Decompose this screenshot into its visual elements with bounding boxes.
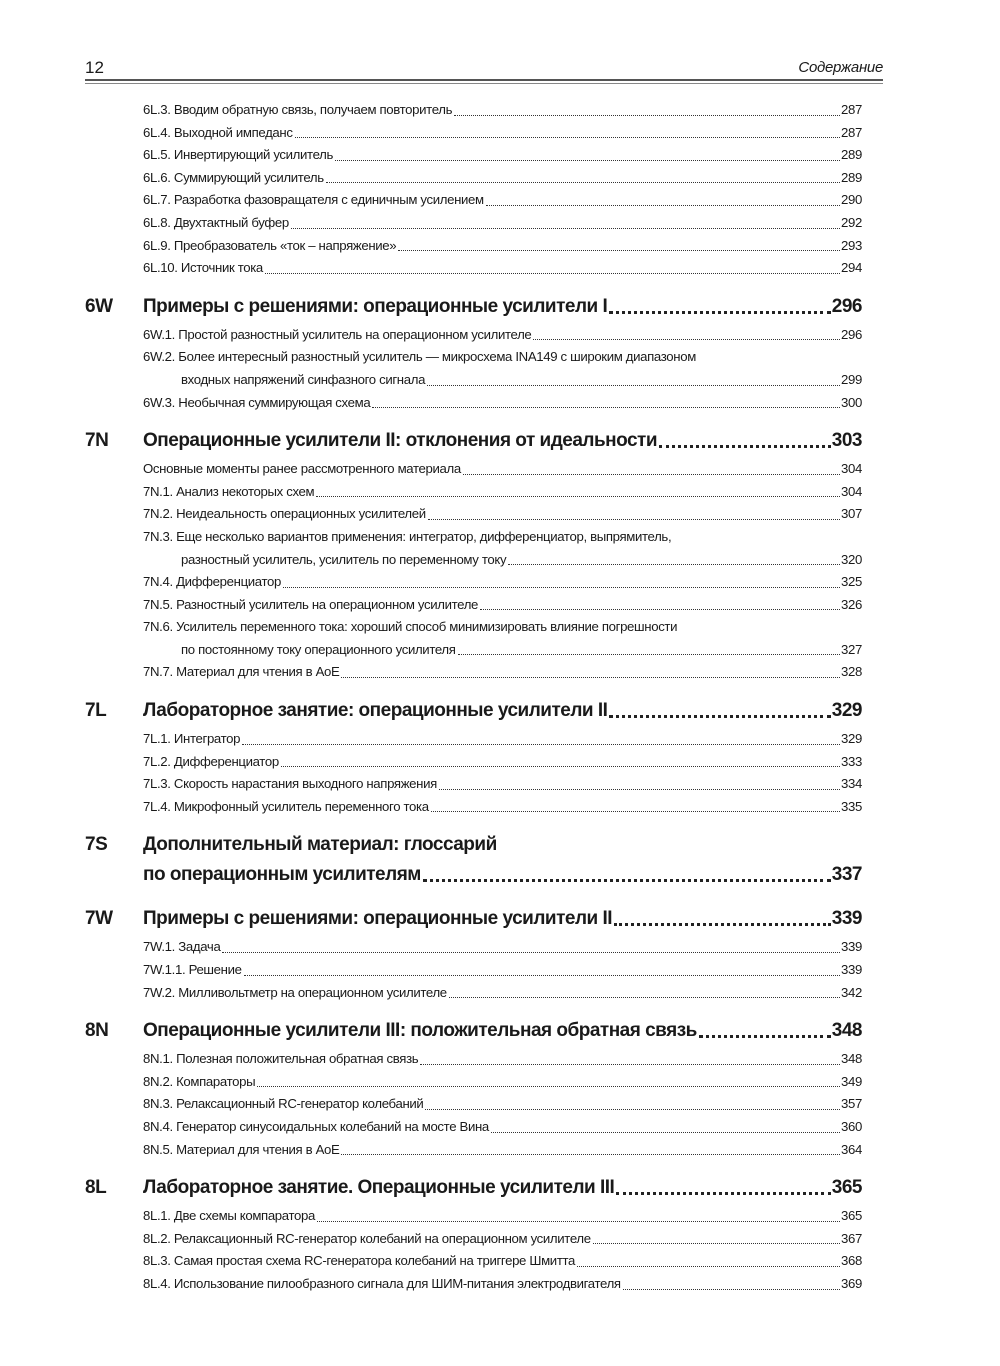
toc-entry[interactable] <box>143 571 862 594</box>
entry-title: 6L.3. Вводим обратную связь, получаем повторитель <box>143 102 453 117</box>
toc-entry[interactable] <box>143 212 862 235</box>
toc-entry[interactable] <box>143 751 862 774</box>
entry-title: 8N.5. Материал для чтения в AoE <box>143 1141 340 1157</box>
chapter-page: 337 <box>831 864 862 886</box>
entry-page: 300 <box>841 394 862 410</box>
toc-entry[interactable] <box>143 257 862 280</box>
entry-title: 6L.8. Двухтактный буфер <box>143 214 289 230</box>
toc-entry[interactable] <box>143 481 862 504</box>
entry-title: 7L.4. Микрофонный усилитель переменного тока <box>143 798 429 814</box>
toc-entry[interactable] <box>143 728 862 751</box>
toc-entry[interactable] <box>143 594 862 617</box>
entry-page: 290 <box>841 192 862 208</box>
entry-page: 364 <box>841 1141 862 1157</box>
entry-page: 326 <box>841 596 862 612</box>
entry-page: 293 <box>841 237 862 253</box>
entry-page: 299 <box>841 371 862 387</box>
chapter-title: Операционные усилители III: положительная обратная связь <box>143 1020 697 1042</box>
chapter-code: 7W <box>85 908 113 930</box>
entry-title: 6W.2. Более интересный разностный усилитель — микросхема INA149 с широким диапазоном <box>143 349 696 365</box>
entry-title: 8N.1. Полезная положительная обратная связь <box>143 1051 419 1067</box>
toc-entry[interactable] <box>143 1250 862 1273</box>
dot-leader <box>428 519 840 520</box>
dot-leader <box>699 1035 831 1038</box>
dot-leader <box>244 975 840 976</box>
dot-leader <box>326 182 840 183</box>
chapter-heading[interactable] <box>85 830 862 860</box>
dot-leader <box>508 564 840 565</box>
chapter-title: Примеры с решениями: операционные усилители II <box>143 908 613 930</box>
entry-title: 8N.3. Релаксационный RC-генератор колебаний <box>143 1096 424 1112</box>
entry-title: 8L.4. Использование пилообразного сигнала для ШИМ-питания электродвигателя <box>143 1275 621 1291</box>
toc-entry[interactable] <box>143 189 862 212</box>
entry-page: 307 <box>841 506 862 522</box>
entry-page: 365 <box>841 1208 862 1224</box>
entry-page: 320 <box>841 551 862 567</box>
entry-title: 7W.1.1. Решение <box>143 962 242 978</box>
page-number: 12 <box>85 58 104 77</box>
entry-title: 6L.6. Суммирующий усилитель <box>143 169 324 185</box>
toc-entry[interactable] <box>143 661 862 684</box>
dot-leader <box>372 407 840 408</box>
dot-leader <box>242 744 840 745</box>
chapter-page: 365 <box>831 1177 862 1199</box>
entry-title: 7W.2. Милливольтметр на операционном усилителе <box>143 984 447 1000</box>
running-title: Содержание <box>798 59 883 76</box>
toc-entry[interactable] <box>143 1139 862 1162</box>
toc-entry[interactable] <box>143 122 862 145</box>
entry-title: 6L.4. Выходной импеданс <box>143 124 293 140</box>
dot-leader <box>439 789 840 790</box>
toc-entry[interactable] <box>143 959 862 982</box>
entry-title-cont: по постоянному току операционного усилителя <box>181 641 456 657</box>
entry-title: 6L.7. Разработка фазовращателя с единичным усилением <box>143 192 484 208</box>
entry-title: 7N.5. Разностный усилитель на операционном усилителе <box>143 596 479 612</box>
dot-leader <box>449 997 840 998</box>
entry-page: 287 <box>841 102 862 117</box>
entry-title: 8N.4. Генератор синусоидальных колебаний на мосте Вина <box>143 1119 489 1134</box>
entry-title: 7W.1. Задача <box>143 939 221 955</box>
toc-entry[interactable] <box>143 99 862 122</box>
chapter-heading[interactable] <box>85 292 862 324</box>
toc-entry[interactable] <box>143 503 862 526</box>
entry-title: 8N.2. Компараторы <box>143 1073 256 1089</box>
entry-page: 339 <box>841 962 862 978</box>
toc-entry[interactable] <box>143 458 862 481</box>
entry-page: 348 <box>841 1051 862 1067</box>
entry-page: 327 <box>841 641 862 657</box>
toc-entry[interactable] <box>143 1048 862 1071</box>
toc-entry[interactable] <box>143 1228 862 1251</box>
entry-title: 6L.5. Инвертирующий усилитель <box>143 147 333 163</box>
dot-leader <box>281 766 840 767</box>
dot-leader <box>341 677 840 678</box>
entry-title: 7L.3. Скорость нарастания выходного напряжения <box>143 776 437 792</box>
toc-entry[interactable] <box>143 616 862 639</box>
dot-leader <box>486 205 840 206</box>
dot-leader <box>316 496 840 497</box>
entry-title: 6W.1. Простой разностный усилитель на операционном усилителе <box>143 326 532 342</box>
entry-title: 8L.1. Две схемы компаратора <box>143 1208 315 1224</box>
toc-entry-continuation <box>181 369 862 392</box>
toc-entry[interactable] <box>143 1205 862 1228</box>
entry-title: 8L.2. Релаксационный RC-генератор колебаний на операционном усилителе <box>143 1230 591 1246</box>
entry-page: 335 <box>841 798 862 814</box>
entry-title-cont: разностный усилитель, усилитель по переменному току <box>181 551 507 567</box>
dot-leader <box>458 654 841 655</box>
table-of-contents <box>85 99 862 1296</box>
toc-entry[interactable] <box>143 235 862 258</box>
page-header <box>85 58 883 80</box>
entry-title: Основные моменты ранее рассмотренного материала <box>143 461 461 477</box>
dot-leader <box>257 1086 840 1087</box>
entry-title: 8L.3. Самая простая схема RC-генератора колебаний на триггере Шмитта <box>143 1253 576 1269</box>
chapter-title: Лабораторное занятие. Операционные усилители III <box>143 1177 615 1199</box>
entry-title: 7N.1. Анализ некоторых схем <box>143 483 315 499</box>
entry-page: 333 <box>841 753 862 769</box>
dot-leader <box>480 609 840 610</box>
chapter-title-cont: по операционным усилителям <box>143 864 421 886</box>
toc-entry[interactable] <box>143 773 862 796</box>
dot-leader <box>341 1154 840 1155</box>
entry-page: 304 <box>841 461 862 477</box>
dot-leader <box>265 273 840 274</box>
toc-entry[interactable] <box>143 144 862 167</box>
dot-leader <box>423 879 831 882</box>
dot-leader <box>614 923 831 926</box>
chapter-heading[interactable] <box>85 1016 862 1048</box>
dot-leader <box>454 115 840 116</box>
chapter-title: Дополнительный материал: глоссарий <box>143 834 497 856</box>
dot-leader <box>431 811 840 812</box>
dot-leader <box>317 1221 840 1222</box>
toc-entry-continuation <box>181 639 862 662</box>
chapter-page: 296 <box>831 295 862 317</box>
toc-entry[interactable] <box>143 1273 862 1296</box>
entry-title: 7N.7. Материал для чтения в AoE <box>143 664 340 680</box>
toc-entry[interactable] <box>143 167 862 190</box>
toc-entry[interactable] <box>143 982 862 1005</box>
dot-leader <box>291 228 840 229</box>
entry-title: 6W.3. Необычная суммирующая схема <box>143 394 371 410</box>
chapter-heading-continuation <box>143 860 862 892</box>
entry-page: 339 <box>841 939 862 955</box>
entry-page: 369 <box>841 1275 862 1291</box>
dot-leader <box>533 339 840 340</box>
chapter-page: 339 <box>831 908 862 930</box>
dot-leader <box>593 1243 840 1244</box>
dot-leader <box>425 1109 840 1110</box>
chapter-heading[interactable] <box>85 426 862 458</box>
dot-leader <box>335 160 840 161</box>
entry-title: 7N.3. Еще несколько вариантов применения: интегратор, дифференциатор, выпрямитель, <box>143 528 672 544</box>
entry-title: 7N.2. Неидеальность операционных усилителей <box>143 506 426 522</box>
entry-page: 334 <box>841 776 862 792</box>
toc-entry[interactable] <box>143 796 862 819</box>
chapter-page: 329 <box>831 700 862 722</box>
dot-leader <box>609 311 831 314</box>
chapter-code: 7S <box>85 834 108 856</box>
dot-leader <box>623 1289 840 1290</box>
chapter-heading[interactable] <box>85 696 862 728</box>
chapter-title: Операционные усилители II: отклонения от идеальности <box>143 430 658 452</box>
chapter-code: 6W <box>85 295 113 317</box>
chapter-page: 348 <box>831 1020 862 1042</box>
chapter-title: Примеры с решениями: операционные усилители I <box>143 295 608 317</box>
chapter-code: 8N <box>85 1020 109 1042</box>
chapter-title: Лабораторное занятие: операционные усилители II <box>143 700 608 722</box>
toc-entry[interactable] <box>143 1116 862 1139</box>
toc-entry[interactable] <box>143 392 862 415</box>
entry-page: 287 <box>841 124 862 140</box>
dot-leader <box>398 250 840 251</box>
toc-entry[interactable] <box>143 346 862 369</box>
chapter-code: 7N <box>85 430 109 452</box>
dot-leader <box>491 1132 840 1133</box>
dot-leader <box>295 137 840 138</box>
dot-leader <box>659 445 831 448</box>
entry-page: 296 <box>841 326 862 342</box>
dot-leader <box>222 952 840 953</box>
toc-entry-continuation <box>181 549 862 572</box>
toc-entry[interactable] <box>143 1093 862 1116</box>
entry-title-cont: входных напряжений синфазного сигнала <box>181 371 426 387</box>
entry-title: 6L.10. Источник тока <box>143 260 263 276</box>
entry-page: 294 <box>841 260 862 276</box>
chapter-heading[interactable] <box>85 904 862 936</box>
chapter-code: 7L <box>85 700 107 722</box>
dot-leader <box>616 1192 830 1195</box>
dot-leader <box>609 715 830 718</box>
entry-page: 367 <box>841 1230 862 1246</box>
dot-leader <box>463 474 840 475</box>
entry-page: 304 <box>841 483 862 499</box>
entry-page: 325 <box>841 574 862 590</box>
entry-page: 328 <box>841 664 862 680</box>
entry-title: 7L.2. Дифференциатор <box>143 753 279 769</box>
entry-page: 349 <box>841 1073 862 1089</box>
toc-entry[interactable] <box>143 324 862 347</box>
chapter-heading[interactable] <box>85 1173 862 1205</box>
dot-leader <box>427 385 840 386</box>
dot-leader <box>420 1064 840 1065</box>
entry-page: 289 <box>841 169 862 185</box>
entry-page: 292 <box>841 214 862 230</box>
dot-leader <box>283 587 840 588</box>
entry-title: 7N.6. Усилитель переменного тока: хороший способ минимизировать влияние погрешности <box>143 619 678 635</box>
chapter-code: 8L <box>85 1177 107 1199</box>
entry-page: 289 <box>841 147 862 163</box>
entry-page: 342 <box>841 984 862 1000</box>
chapter-page: 303 <box>831 430 862 452</box>
entry-page: 360 <box>841 1119 862 1134</box>
entry-title: 7L.1. Интегратор <box>143 731 241 747</box>
toc-entry[interactable] <box>143 936 862 959</box>
entry-page: 357 <box>841 1096 862 1112</box>
entry-page: 368 <box>841 1253 862 1269</box>
header-rule <box>85 79 883 84</box>
entry-page: 329 <box>841 731 862 747</box>
toc-entry[interactable] <box>143 1071 862 1094</box>
entry-title: 6L.9. Преобразователь «ток – напряжение» <box>143 237 397 253</box>
toc-entry[interactable] <box>143 526 862 549</box>
dot-leader <box>577 1266 840 1267</box>
entry-title: 7N.4. Дифференциатор <box>143 574 281 590</box>
